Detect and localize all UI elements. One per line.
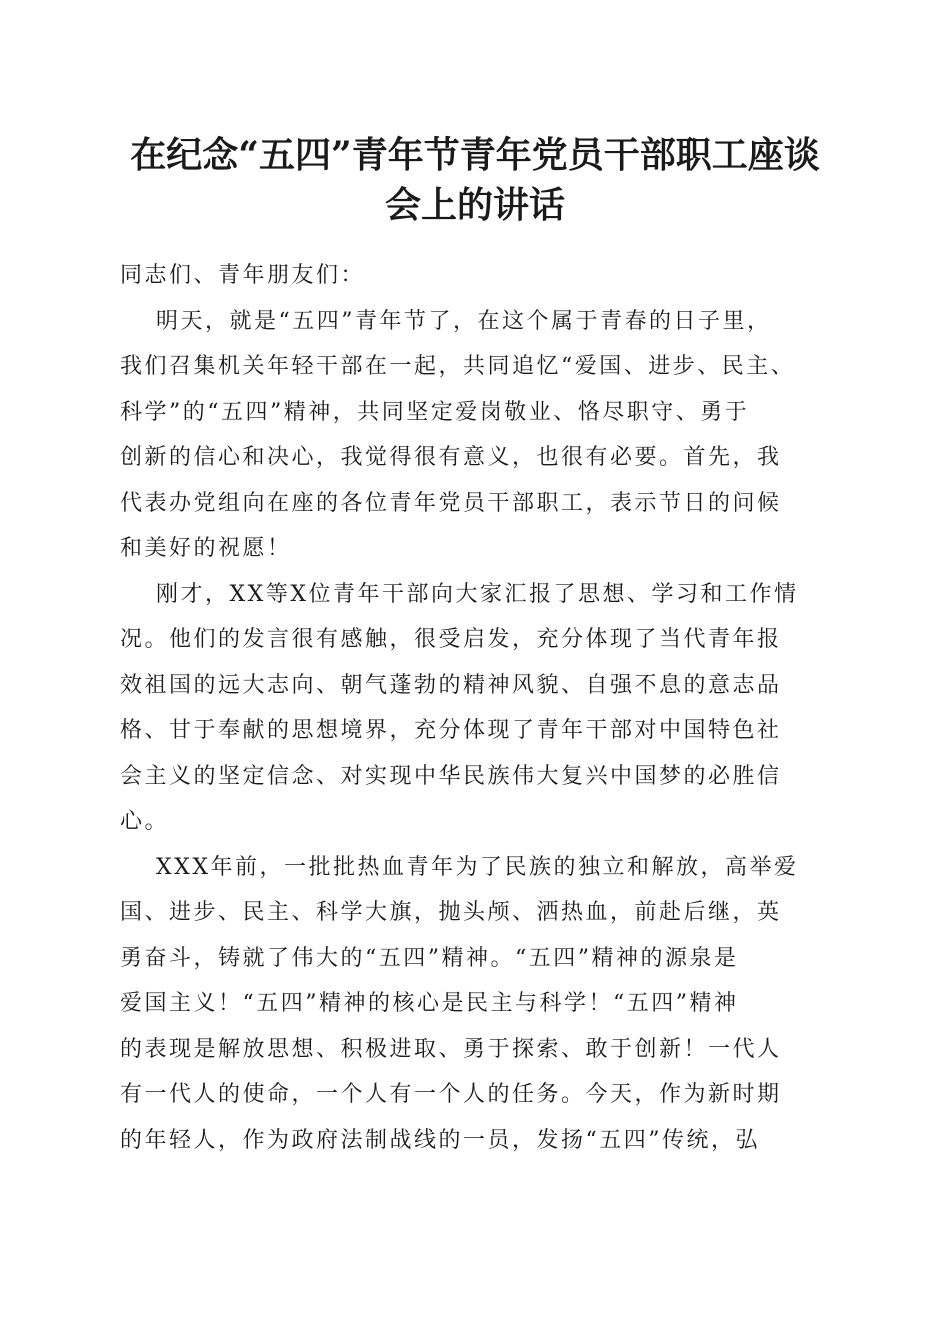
paragraph-line: 效祖国的远大志向、朝气蓬勃的精神风貌、自强不息的意志品 (120, 672, 782, 698)
paragraph-line: 有一代人的使命，一个人有一个人的任务。今天，作为新时期 (120, 1082, 782, 1107)
document-title (100, 130, 850, 230)
paragraph-line: 的表现是解放思想、积极进取、勇于探索、敢于创新！一代人 (120, 1036, 782, 1062)
paragraph-line: 会主义的坚定信念、对实现中华民族伟大复兴中国梦的必胜信 (120, 763, 782, 789)
paragraph-line: 我们召集机关年轻干部在一起，共同追忆“爱国、进步、民主、 (120, 354, 796, 379)
paragraph-line: 刚才，XX等X位青年干部向大家汇报了思想、学习和工作情 (156, 581, 799, 607)
paragraph-line: 勇奋斗，铸就了伟大的“五四”精神。“五四”精神的源泉是 (120, 945, 739, 971)
document-body (120, 253, 840, 1163)
paragraph-line: 心。 (120, 809, 170, 834)
paragraph-2 (120, 572, 840, 845)
paragraph-1 (120, 299, 840, 572)
title-line-1: 在纪念“五四”青年节青年党员干部职工座谈 (130, 134, 820, 176)
paragraph-line: 代表办党组向在座的各位青年党员干部职工，表示节日的问候 (120, 490, 782, 516)
paragraph-3 (120, 845, 840, 1164)
paragraph-line: XXX年前，一批批热血青年为了民族的独立和解放，高举爱 (156, 854, 799, 880)
paragraph-line: 格、甘于奉献的思想境界，充分体现了青年干部对中国特色社 (120, 718, 782, 743)
paragraph-line: 爱国主义！“五四”精神的核心是民主与科学！“五四”精神 (120, 991, 739, 1016)
paragraph-line: 国、进步、民主、科学大旗，抛头颅、洒热血，前赴后继，英 (120, 900, 782, 925)
paragraph-line: 明天，就是“五四”青年节了，在这个属于青春的日子里， (156, 308, 772, 334)
title-line-2: 会上的讲话 (384, 184, 565, 226)
salutation: 同志们、青年朋友们： (120, 263, 366, 288)
paragraph-line: 科学”的“五四”精神，共同坚定爱岗敬业、恪尽职守、勇于 (120, 399, 750, 425)
paragraph-line: 创新的信心和决心，我觉得很有意义，也很有必要。首先，我 (120, 445, 782, 470)
paragraph-line: 和美好的祝愿！ (120, 536, 292, 561)
paragraph-line: 的年轻人，作为政府法制战线的一员，发扬“五四”传统，弘 (120, 1127, 760, 1153)
paragraph-line: 况。他们的发言很有感触，很受启发，充分体现了当代青年报 (120, 627, 782, 652)
